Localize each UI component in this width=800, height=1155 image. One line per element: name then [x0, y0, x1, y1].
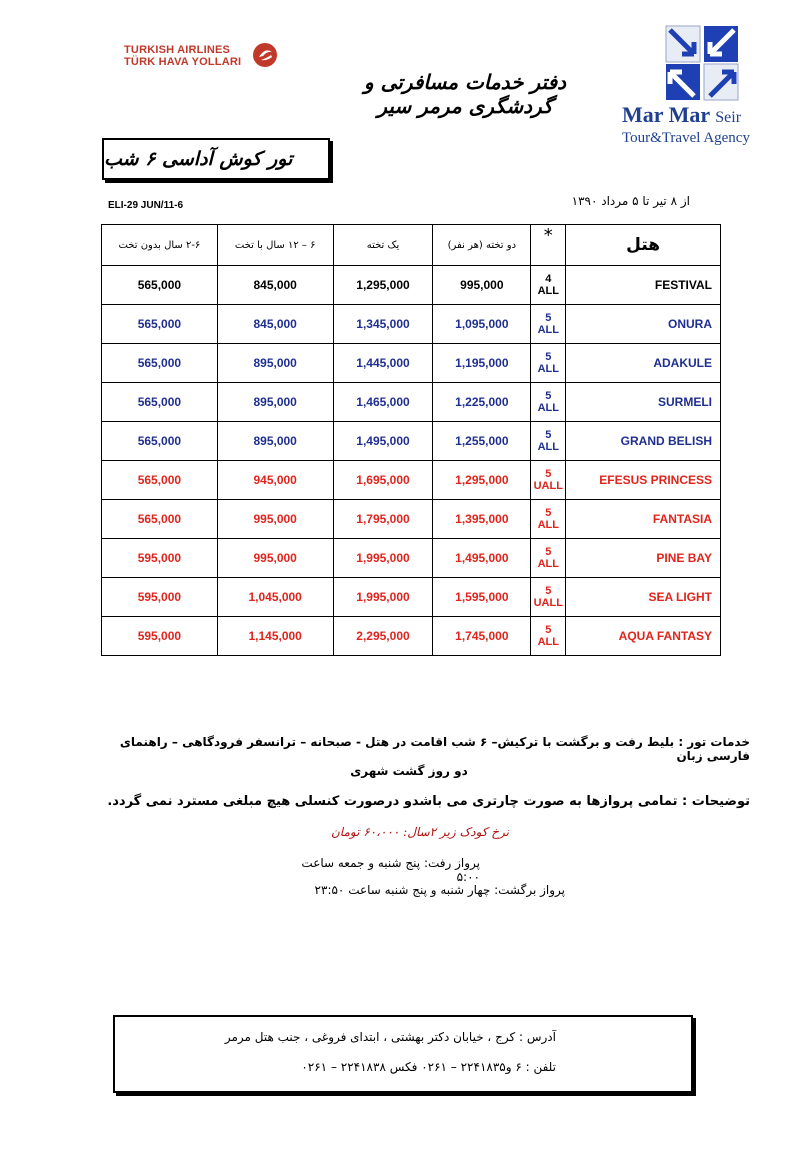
cell-hotel: PINE BAY	[566, 539, 721, 578]
cell-child-bed: 895,000	[217, 383, 333, 422]
cell-single: 1,695,000	[333, 461, 433, 500]
brand-subtitle: Tour&Travel Agency	[622, 130, 750, 146]
cell-stars	[531, 422, 566, 461]
table-row	[102, 383, 721, 422]
cell-child-bed: 995,000	[217, 539, 333, 578]
table-header-row	[102, 225, 721, 266]
table-row	[102, 422, 721, 461]
cell-hotel: EFESUS PRINCESS	[566, 461, 721, 500]
table-row	[102, 500, 721, 539]
cell-double: 1,225,000	[433, 383, 531, 422]
table-row	[102, 539, 721, 578]
brand-name: Mar Mar	[622, 102, 710, 127]
airline-name-en: TURKISH AIRLINES	[124, 44, 231, 56]
tour-code: ELI-29 JUN/11-6	[108, 200, 184, 211]
cell-double: 1,295,000	[433, 461, 531, 500]
board-type: ALL	[537, 519, 559, 531]
brand-text	[622, 103, 782, 146]
cell-child-nobed: 565,000	[102, 500, 218, 539]
star-count: 5	[545, 390, 552, 402]
table-row	[102, 344, 721, 383]
star-count: 5	[545, 429, 552, 441]
cell-stars	[531, 500, 566, 539]
star-count: 5	[545, 585, 552, 597]
cell-child-nobed: 595,000	[102, 539, 218, 578]
star-count: 5	[545, 624, 552, 636]
board-type: ALL	[537, 558, 559, 570]
cell-double: 1,495,000	[433, 539, 531, 578]
flight-back: پرواز برگشت: چهار شنبه و پنج شنبه ساعت ۲۳:۵۰	[314, 883, 565, 897]
cell-double: 1,595,000	[433, 578, 531, 617]
star-count: 5	[545, 468, 552, 480]
star-count: 4	[545, 273, 552, 285]
services-line: خدمات تور : بلیط رفت و برگشت با ترکیش– ۶ شب اقامت در هتل - صبحانه – ترانسفر فرودگاهی – راهنمای فارسی زبان	[119, 735, 750, 763]
star-count: 5	[545, 546, 552, 558]
header-double: دو تخته (هر نفر)	[433, 225, 531, 266]
cell-double: 1,195,000	[433, 344, 531, 383]
cell-child-bed: 995,000	[217, 500, 333, 539]
star-count: 5	[545, 312, 552, 324]
cell-single: 1,995,000	[333, 539, 433, 578]
cell-child-nobed: 565,000	[102, 305, 218, 344]
board-type: ALL	[537, 363, 559, 375]
cell-single: 1,465,000	[333, 383, 433, 422]
cell-stars	[531, 578, 566, 617]
cell-hotel: SEA LIGHT	[566, 578, 721, 617]
cell-child-bed: 845,000	[217, 266, 333, 305]
cell-stars	[531, 539, 566, 578]
tour-dates: از ۸ تیر تا ۵ مرداد ۱۳۹۰	[571, 194, 690, 208]
cell-double: 1,095,000	[433, 305, 531, 344]
cell-double: 1,745,000	[433, 617, 531, 656]
cell-child-nobed: 565,000	[102, 422, 218, 461]
table-row	[102, 461, 721, 500]
airline-name-tr: TÜRK HAVA YOLLARI	[124, 56, 242, 68]
table-row	[102, 578, 721, 617]
star-count: 5	[545, 507, 552, 519]
cell-single: 1,795,000	[333, 500, 433, 539]
header-single: یک تخته	[333, 225, 433, 266]
brand-suffix: Seir	[715, 109, 742, 126]
board-type: ALL	[537, 285, 559, 297]
cell-double: 1,255,000	[433, 422, 531, 461]
cell-hotel: ONURA	[566, 305, 721, 344]
tour-title: تور کوش آداسی ۶ شب	[102, 138, 330, 180]
agency-name-fa: دفتر خدمات مسافرتی و گردشگری مرمر سیر	[363, 70, 567, 118]
cell-stars	[531, 461, 566, 500]
board-type: ALL	[537, 441, 559, 453]
airline-logo-icon	[252, 42, 278, 68]
cell-child-bed: 1,145,000	[217, 617, 333, 656]
cell-stars	[531, 305, 566, 344]
cell-hotel: SURMELI	[566, 383, 721, 422]
star-count: 5	[545, 351, 552, 363]
cell-child-bed: 895,000	[217, 422, 333, 461]
cell-stars	[531, 266, 566, 305]
cell-double: 995,000	[433, 266, 531, 305]
cell-single: 1,495,000	[333, 422, 433, 461]
board-type: UALL	[533, 597, 563, 609]
header-child-bed: ۶ – ۱۲ سال با تخت	[217, 225, 333, 266]
child-rate: نرخ کودک زیر ۲سال: ۶۰،۰۰۰ تومان	[330, 825, 509, 839]
cell-single: 1,345,000	[333, 305, 433, 344]
cell-stars	[531, 383, 566, 422]
cell-single: 1,445,000	[333, 344, 433, 383]
cell-stars	[531, 617, 566, 656]
flight-out: پرواز رفت: پنج شنبه و جمعه ساعت ۵:۰۰	[301, 856, 480, 884]
table-row	[102, 266, 721, 305]
board-type: ALL	[537, 324, 559, 336]
cell-child-nobed: 565,000	[102, 266, 218, 305]
contact-address: آدرس : کرج ، خیابان دکتر بهشتی ، ابتدای فروغی ، جنب هتل مرمر	[224, 1030, 556, 1044]
table-row	[102, 305, 721, 344]
cell-hotel: FANTASIA	[566, 500, 721, 539]
cell-child-nobed: 595,000	[102, 578, 218, 617]
cell-child-nobed: 565,000	[102, 344, 218, 383]
airline-name	[124, 44, 252, 68]
table-row	[102, 617, 721, 656]
header-hotel: هتل	[566, 225, 721, 266]
board-type: ALL	[537, 402, 559, 414]
cell-hotel: ADAKULE	[566, 344, 721, 383]
cell-child-nobed: 595,000	[102, 617, 218, 656]
cell-child-bed: 895,000	[217, 344, 333, 383]
cell-child-nobed: 565,000	[102, 461, 218, 500]
notes-line: توضیحات : تمامی پروازها به صورت چارتری می باشدو درصورت کنسلی هیچ مبلغی مسترد نمی گردد.	[107, 794, 750, 809]
header-child-nobed: ۲-۶ سال بدون تخت	[102, 225, 218, 266]
cell-single: 2,295,000	[333, 617, 433, 656]
cell-hotel: FESTIVAL	[566, 266, 721, 305]
cell-child-bed: 845,000	[217, 305, 333, 344]
contact-phone: تلفن : ۶ و۲۲۴۱۸۳۵ – ۰۲۶۱ فکس ۲۲۴۱۸۳۸ – ۰۲۶۱	[301, 1060, 556, 1074]
brand-logo-icon	[664, 24, 740, 102]
cell-hotel: AQUA FANTASY	[566, 617, 721, 656]
cell-child-bed: 1,045,000	[217, 578, 333, 617]
cell-hotel: GRAND BELISH	[566, 422, 721, 461]
services-line-2: دو روز گشت شهری	[350, 764, 468, 778]
cell-single: 1,995,000	[333, 578, 433, 617]
board-type: UALL	[533, 480, 563, 492]
board-type: ALL	[537, 636, 559, 648]
cell-child-nobed: 565,000	[102, 383, 218, 422]
price-table	[101, 224, 721, 656]
cell-child-bed: 945,000	[217, 461, 333, 500]
cell-single: 1,295,000	[333, 266, 433, 305]
header-star: *	[531, 225, 566, 266]
cell-stars	[531, 344, 566, 383]
contact-box	[113, 1015, 693, 1093]
cell-double: 1,395,000	[433, 500, 531, 539]
